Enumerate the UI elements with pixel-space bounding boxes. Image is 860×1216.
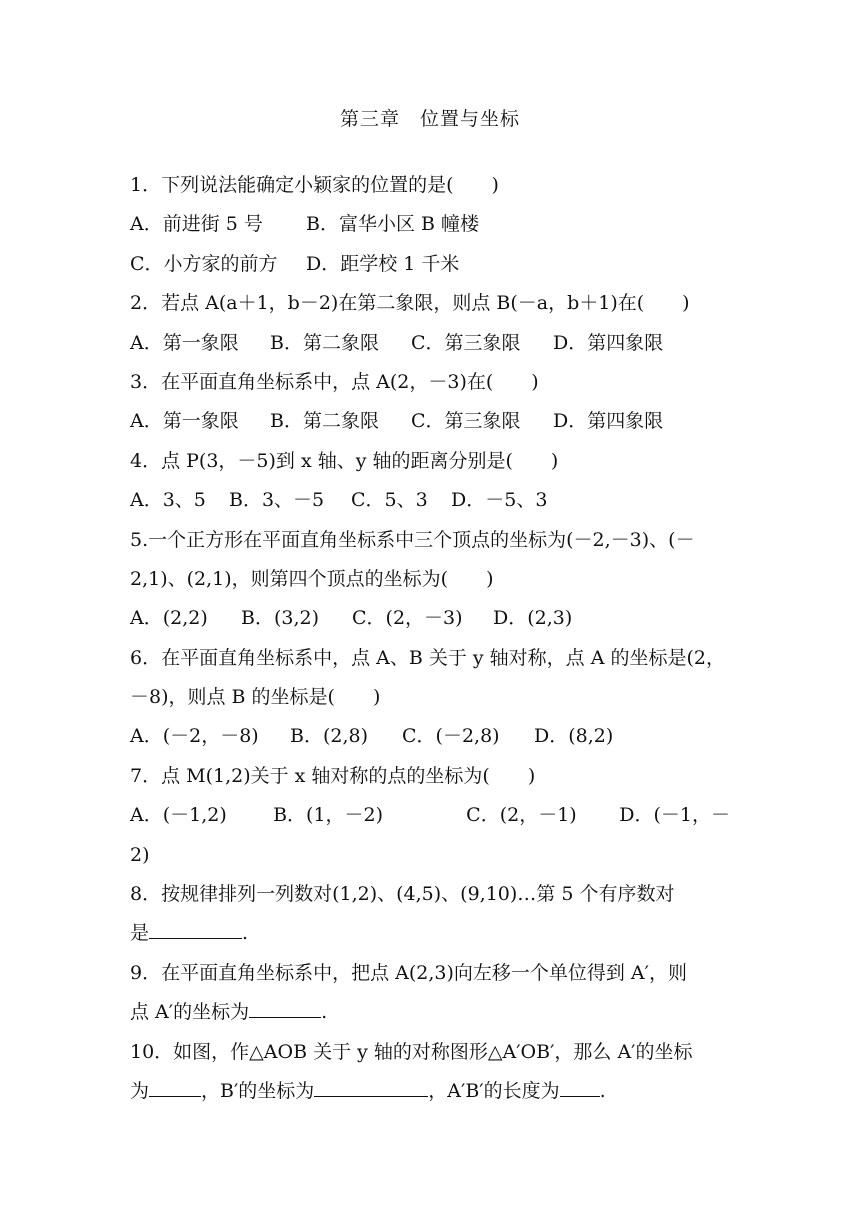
question-3-stem: 3．在平面直角坐标系中，点 A(2，－3)在( ) (130, 370, 539, 393)
question-5-stem-line-1: 5.一个正方形在平面直角坐标系中三个顶点的坐标为(－2,－3)、(－ (130, 528, 695, 551)
question-8-line-1: 8．按规律排列一列数对(1,2)、(4,5)、(9,10)…第 5 个有序数对 (130, 883, 675, 906)
question-8-answer-blank[interactable] (149, 914, 242, 939)
question-7-option-d: D．(－1，－ (619, 804, 730, 827)
question-7-option-a: A．(－1,2) (130, 804, 227, 827)
question-10-blank-b[interactable] (314, 1072, 428, 1097)
question-10-mid-1: ，B′的坐标为 (201, 1079, 315, 1102)
question-1-option-a: A．前进街 5 号 (130, 213, 263, 236)
question-8-line-2 (130, 914, 730, 953)
question-2-option-d: D．第四象限 (553, 331, 664, 354)
question-2-option-c: C．第三象限 (411, 331, 521, 354)
question-10-line-2 (130, 1072, 730, 1111)
question-6-stem-line-1: 6．在平面直角坐标系中，点 A、B 关于 y 轴对称，点 A 的坐标是(2， (130, 646, 725, 669)
question-6-option-b: B．(2,8) (290, 725, 369, 748)
question-6-option-c: C．(－2,8) (402, 725, 500, 748)
question-7-option-d-continued: 2) (130, 843, 150, 866)
question-3-options (130, 402, 730, 441)
question-5-option-b: B．(3,2) (241, 607, 320, 630)
question-2-stem: 2．若点 A(a＋1，b－2)在第二象限，则点 B(－a，b＋1)在( ) (130, 292, 690, 315)
question-3-option-d: D．第四象限 (553, 410, 664, 433)
question-4-option-c: C．5、3 (351, 489, 428, 512)
question-1-option-d: D．距学校 1 千米 (306, 252, 460, 275)
question-3-option-c: C．第三象限 (411, 410, 521, 433)
question-4-option-d: D．－5、3 (451, 489, 548, 512)
question-1-stem: 1．下列说法能确定小颖家的位置的是( ) (130, 174, 499, 196)
question-1-options-row-1 (130, 205, 730, 244)
page-title: 第三章 位置与坐标 (339, 108, 520, 130)
question-list (130, 166, 730, 1111)
question-5-option-a: A．(2,2) (130, 607, 208, 630)
question-9-suffix: . (321, 1001, 328, 1024)
question-5-option-d: D．(2,3) (493, 607, 573, 630)
question-9-prefix: 点 A′的坐标为 (130, 1001, 250, 1024)
question-7-option-b: B．(1，－2) (273, 804, 384, 827)
question-7-options (130, 796, 730, 835)
question-8-suffix: . (242, 922, 249, 945)
question-10-mid-2: ，A′B′的长度为 (428, 1079, 560, 1102)
question-1-options-row-2 (130, 245, 730, 284)
question-10-suffix: . (599, 1079, 606, 1102)
question-5-option-c: C．(2，－3) (352, 607, 463, 630)
question-4-stem: 4．点 P(3，－5)到 x 轴、y 轴的距离分别是( ) (130, 449, 559, 472)
question-6-options (130, 717, 730, 756)
question-6-stem-line-2: －8)，则点 B 的坐标是( ) (130, 686, 381, 709)
question-7-option-c: C．(2，－1) (466, 804, 577, 827)
question-2-option-a: A．第一象限 (130, 331, 239, 354)
question-5-stem-line-2: 2,1)、(2,1)，则第四个顶点的坐标为( ) (130, 567, 494, 590)
question-10-line-1: 10．如图，作△AOB 关于 y 轴的对称图形△A′OB′，那么 A′的坐标 (130, 1040, 693, 1063)
question-4-option-b: B．3、－5 (229, 489, 325, 512)
question-5-options (130, 599, 730, 638)
question-2-option-b: B．第二象限 (270, 331, 379, 354)
question-6-option-a: A．(－2，－8) (130, 725, 259, 748)
question-7-stem: 7．点 M(1,2)关于 x 轴对称的点的坐标为( ) (130, 764, 536, 787)
question-10-prefix: 为 (130, 1079, 150, 1102)
question-4-option-a: A．3、5 (130, 489, 206, 512)
question-4-options (130, 481, 730, 520)
question-10-blank-a[interactable] (149, 1072, 201, 1097)
question-3-option-b: B．第二象限 (270, 410, 379, 433)
question-9-line-1: 9．在平面直角坐标系中，把点 A(2,3)向左移一个单位得到 A′，则 (130, 961, 687, 984)
question-6-option-d: D．(8,2) (534, 725, 614, 748)
question-9-line-2 (130, 993, 730, 1032)
question-3-option-a: A．第一象限 (130, 410, 239, 433)
question-1-option-c: C．小方家的前方 (130, 252, 278, 275)
question-1-option-b: B．富华小区 B 幢楼 (306, 213, 480, 236)
question-2-options (130, 324, 730, 363)
question-10-blank-ab[interactable] (560, 1072, 600, 1097)
question-9-answer-blank[interactable] (249, 993, 321, 1018)
question-8-prefix: 是 (130, 922, 150, 945)
